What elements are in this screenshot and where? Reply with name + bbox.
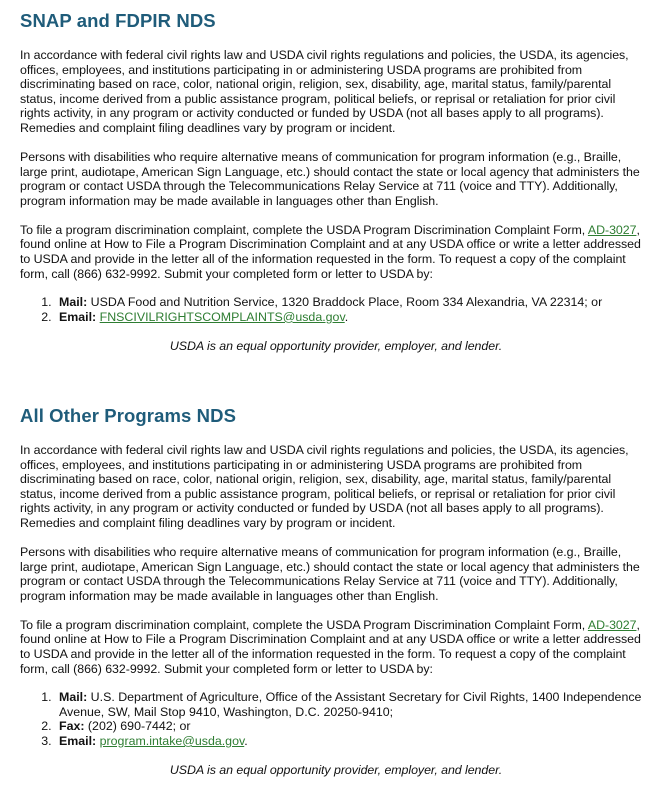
list-item [55,295,644,310]
other-mail-text: U.S. Department of Agriculture, Office of the Assistant Secretary for Civil Rights, 1400 Independence Avenue, SW, Mail Stop 9410, Washington, D.C. 20250-9410; [59,690,642,719]
other-complaint-paragraph [20,618,644,676]
other-email-label: Email: [59,733,97,748]
list-item [55,719,644,734]
other-submission-list [20,690,644,748]
snap-mail-label: Mail: [59,295,88,310]
other-accessibility-paragraph: Persons with disabilities who require alternative means of communication for program information (e.g., Braille, large print, audiotape, American Sign Language, etc.) should contact the state or local agency that administers the program or contact USDA through the Telecommunications Relay Service at 711 (voice and TTY). Additionally, program information may be made available in languages other than English. [20,544,640,603]
snap-email-period: . [344,309,349,324]
list-item [55,734,644,749]
other-fax-text: (202) 690-7442; or [84,719,191,734]
snap-fdpir-section [20,8,644,354]
snap-nondiscrimination-paragraph: In accordance with federal civil rights law and USDA civil rights regulations and policies, the USDA, its agencies, offices, employees, and institutions participating in or administering USDA programs are prohibited from discriminating based on race, color, national origin, religion, sex, disability, age, marital status, family/parental status, income derived from a public assistance program, political beliefs, or reprisal or retaliation for prior civil rights activity, in any program or activity conducted or funded by USDA (not all bases apply to all programs). Remedies and complaint filing deadlines vary by program or incident. [20,48,629,135]
snap-accessibility-paragraph: Persons with disabilities who require alternative means of communication for program information (e.g., Braille, large print, audiotape, American Sign Language, etc.) should contact the state or local agency that administers the program or contact USDA through the Telecommunications Relay Service at 711 (voice and TTY). Additionally, program information may be made available in languages other than English. [20,149,640,208]
snap-submission-list [20,295,644,324]
snap-mail-text: USDA Food and Nutrition Service, 1320 Braddock Place, Room 334 Alexandria, VA 22314; or [87,295,603,310]
snap-email-link[interactable]: FNSCIVILRIGHTSCOMPLAINTS@usda.gov [99,309,345,324]
other-programs-section [20,403,644,778]
snap-complaint-text-before: To file a program discrimination complaint, complete the USDA Program Discrimination Complaint Form, [20,222,588,237]
list-item [55,690,644,719]
other-email-link[interactable]: program.intake@usda.gov [99,733,245,748]
list-item [55,310,644,325]
other-mail-label: Mail: [59,690,88,705]
other-complaint-text-before: To file a program discrimination complaint, complete the USDA Program Discrimination Complaint Form, [20,617,588,632]
snap-equal-opportunity-statement: USDA is an equal opportunity provider, employer, and lender. [169,339,503,354]
other-complaint-text-after: , found online at How to File a Program Discrimination Complaint and at any USDA office or write a letter addressed to USDA and provide in the letter all of the information requested in the form. To request a copy of the complaint form, call (866) 632-9992. Submit your completed form or letter to USDA by: [20,617,641,676]
other-fax-label: Fax: [59,719,85,734]
other-ad3027-link[interactable]: AD-3027 [587,617,637,632]
snap-ad3027-link[interactable]: AD-3027 [587,222,637,237]
other-nondiscrimination-paragraph: In accordance with federal civil rights law and USDA civil rights regulations and policies, the USDA, its agencies, offices, employees, and institutions participating in or administering USDA programs are prohibited from discriminating based on race, color, national origin, religion, sex, disability, age, marital status, family/parental status, income derived from a public assistance program, political beliefs, or reprisal or retaliation for prior civil rights activity, in any program or activity conducted or funded by USDA (not all bases apply to all programs). Remedies and complaint filing deadlines vary by program or incident. [20,443,629,530]
snap-section-title: SNAP and FDPIR NDS [20,10,216,31]
other-section-title: All Other Programs NDS [20,405,237,426]
snap-complaint-paragraph [20,223,644,281]
snap-complaint-text-after: , found online at How to File a Program Discrimination Complaint and at any USDA office or write a letter addressed to USDA and provide in the letter all of the information requested in the form. To request a copy of the complaint form, call (866) 632-9992. Submit your completed form or letter to USDA by: [20,222,641,281]
other-email-period: . [244,733,248,748]
snap-email-label: Email: [59,309,97,324]
other-equal-opportunity-statement: USDA is an equal opportunity provider, employer, and lender. [169,763,503,778]
